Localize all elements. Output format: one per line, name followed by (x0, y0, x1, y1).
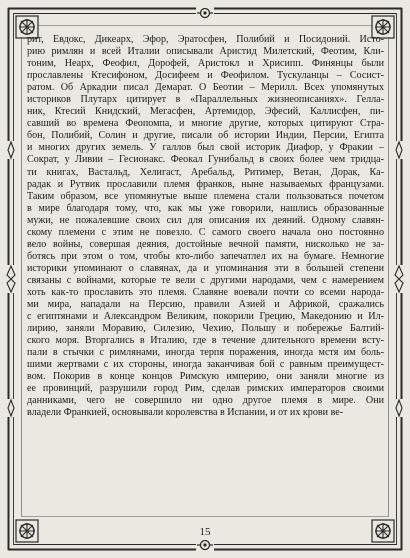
body-text (27, 34, 384, 420)
text-line: Сократ, у Ливии – Гесионакс. Феокал Гунибальд в своих более чем тридца- (27, 154, 384, 166)
text-line: хоть как-то прославить это племя. Славяне воевали почти со всеми народа- (27, 286, 384, 298)
right-side-ornament-lower (395, 399, 403, 417)
left-side-ornament-middle (6, 265, 16, 293)
text-line: ского моря. Вторгались в Италию, где в течение длительного времени всту- (27, 335, 384, 347)
text-line: связаны с войнами, которые те вели с другими народами, чем с намерением (27, 274, 384, 286)
top-center-ornament (196, 7, 214, 19)
text-line: ее провинций, разрушили город Рим, сделав римских императоров своими (27, 383, 384, 395)
text-line: ник, Ктесий Книдский, Мегасфен, Артемидор, Эфесий, Каллисфен, пи- (27, 106, 384, 118)
text-line: савший во времена Феопомпа, и многие другие, которых цитируют Стра- (27, 118, 384, 130)
text-line: скому племени с этим не повезло. С самого своего начала оно постоянно (27, 226, 384, 238)
text-line: ратом. Об Аркадии писал Демарат. О Беотии – Мерилл. Всех упомянутых (27, 82, 384, 94)
text-line: мужи, не пожалевшие своих сил для описания их деяний. Одному славян- (27, 214, 384, 226)
text-line: лирию, заняли Моравию, Силезию, Чехию, Польшу и побережье Балтий- (27, 323, 384, 335)
text-line: вом. Покорив в конце концов Римскую империю, они заняли многие из (27, 371, 384, 383)
text-line: и многих других земель. У галлов был свой историк Диафор, у Фракии – (27, 142, 384, 154)
text-line: ботясь при этом о том, чтобы кто-либо запечатлел их на бумаге. Немногие (27, 250, 384, 262)
text-line: историки упоминают о славянах, да и упоминания эти в большей степени (27, 262, 384, 274)
text-line: с египтянами и Александром Великим, покорили Грецию, Македонию и Ил- (27, 311, 384, 323)
left-side-ornament-upper (7, 141, 15, 159)
text-line: рит, Евдокс, Дикеарх, Эфор, Эратосфен, Полибий и Посидоний. Исто- (27, 34, 384, 45)
text-line: историков Плутарх цитирует в «Параллельных жизнеописаниях». Гелла- (27, 94, 384, 106)
text-line: ми мира, нападали на Персию, правили Азией и Африкой, сражались (27, 299, 384, 311)
text-line: владели Франкией, основывали королевства в Испании, и от их крови ве- (27, 407, 344, 419)
right-side-ornament-middle (394, 265, 404, 293)
bottom-center-ornament (196, 539, 214, 551)
text-line: рию римлян и всей Италии описывали Аристид Милетский, Феотим, Кли- (27, 46, 384, 58)
text-line: радак и Рутвик прославили племя франков, ныне называемых французами. (27, 178, 384, 190)
text-line: вело войны, совершая деяния, достойные вечной памяти, нисколько не за- (27, 238, 384, 250)
text-line: пали в стычки с римлянами, иногда терпя поражения, иногда мстя им боль- (27, 347, 384, 359)
text-line: тоним, Неарх, Феофил, Дорофей, Аристокл и Хрисипп. Финянцы были (27, 58, 384, 70)
text-line: ти книгах, Вастальд, Хелигаст, Аребальд, Ритимер, Ветан, Дорак, Ка- (27, 166, 384, 178)
left-side-ornament-lower (7, 399, 15, 417)
text-line: данниками, чего не совершило ни одно другое племя в мире. Они (27, 395, 384, 407)
page-number: 15 (199, 526, 211, 538)
right-side-ornament-upper (395, 141, 403, 159)
text-line: бон, Полибий, Солин и другие, писали об истории Индии, Персии, Египта (27, 130, 384, 142)
text-line: шими жертвами с их стороны, иногда заканчивая бой с равным преимущест- (27, 359, 384, 371)
text-line: в мире благодаря тому, что, как мы уже говорили, нашлись образованные (27, 202, 384, 214)
text-line: Таким образом, все упомянутые выше племена стали пользоваться почетом (27, 190, 384, 202)
text-line: прославлены Ктесифоном, Досифеем и Феофилом. Тускуланцы – Сосист- (27, 70, 384, 82)
